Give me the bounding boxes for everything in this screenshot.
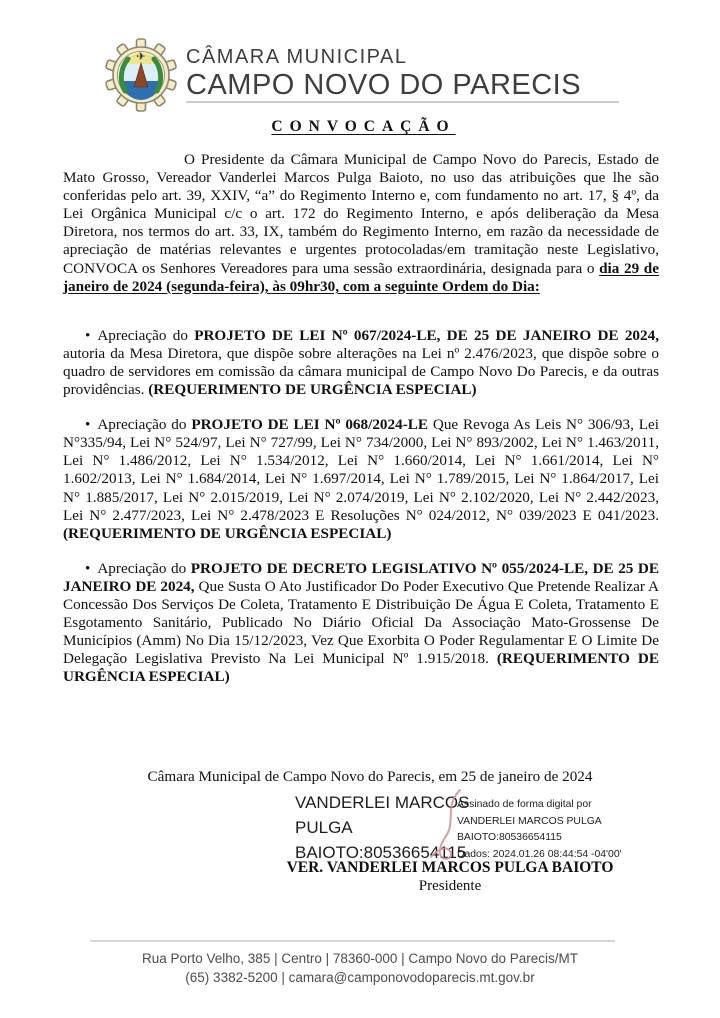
signer-block — [283, 858, 617, 896]
svg-text:✈: ✈ — [136, 50, 146, 63]
org-name-line2: CAMPO NOVO DO PARECIS — [186, 69, 582, 101]
document-title — [0, 118, 720, 136]
item-urgency: (REQUERIMENTO DE URGÊNCIA ESPECIAL) — [63, 650, 659, 686]
stamp-name-line: BAIOTO:80536654115 — [295, 843, 467, 862]
footer-address: Rua Porto Velho, 385 | Centro | 78360-000 | Campo Novo do Parecis/MT — [141, 951, 578, 966]
item-lead: Apreciação do — [97, 326, 195, 344]
org-name-line1: CÂMARA MUNICIPAL — [186, 46, 408, 68]
bullet-icon: • — [85, 416, 91, 434]
document-body — [63, 151, 659, 686]
order-item-2 — [63, 416, 659, 543]
order-item-1 — [63, 327, 659, 399]
item-urgency: (REQUERIMENTO DE URGÊNCIA ESPECIAL) — [63, 524, 392, 542]
bullet-icon: • — [85, 559, 91, 577]
stamp-name-line: VANDERLEI MARCOS — [295, 793, 470, 812]
municipal-seal-icon — [104, 38, 178, 112]
item-lead: Apreciação do — [97, 416, 192, 434]
header-divider — [186, 101, 619, 103]
item-title: PROJETO DE LEI Nº 068/2024-LE — [191, 416, 429, 434]
item-title: PROJETO DE LEI Nº 067/2024-LE, DE 25 DE JANEIRO DE 2024, — [194, 326, 659, 344]
stamp-info-line: Assinado de forma digital por — [457, 799, 592, 810]
stamp-name-line: PULGA — [295, 818, 353, 837]
bullet-icon: • — [85, 326, 91, 344]
intro-paragraph — [63, 151, 659, 296]
digital-signature-details — [457, 797, 637, 863]
item-title: PROJETO DE DECRETO LEGISLATIVO Nº 055/2024-LE, DE 25 DE JANEIRO DE 2024, — [63, 559, 660, 595]
place-date-line: Câmara Municipal de Campo Novo do Parecis, em 25 de janeiro de 2024 — [147, 768, 593, 785]
item-lead: Apreciação do — [97, 559, 191, 577]
document-title-text: CONVOCAÇÃO — [271, 118, 456, 135]
signer-name: VER. VANDERLEI MARCOS PULGA BAIOTO — [286, 859, 614, 876]
item-body: autoria da Mesa Diretora, que dispõe sobre alterações na Lei nº 2.476/2023, que dispõe sobre o quadro de servidores em comissão da câmara municipal de Campo Novo Do Parecis, e da outras providências. — [63, 344, 659, 399]
item-urgency: (REQUERIMENTO DE URGÊNCIA ESPECIAL) — [148, 381, 477, 399]
footer-divider — [90, 940, 615, 942]
stamp-info-line: Dados: 2024.01.26 08:44:54 -04'00' — [457, 848, 622, 860]
intro-text: O Presidente da Câmara Municipal de Campo Novo do Parecis, Estado de Mato Grosso, Vereador Vanderlei Marcos Pulga Baioto, no uso das atribuições que lhe são conferidas pelo art. 39, XXIV, “a” do Regimento Interno e, com fundamento no art. 17, § 4º, da Lei Orgânica Municipal c/c o art. 172 do Regimento Interno, e após deliberação da Mesa Diretora, nos termos do art. 33, IX, também do Regimento Interno, em razão da necessidade de apreciação de matérias relevantes e urgentes protocoladas/em tramitação neste Legislativo, CONVOCA os Senhores Vereadores para uma sessão extraordinária, designada para o — [63, 151, 659, 277]
org-name-block — [186, 45, 581, 101]
signer-role: Presidente — [418, 878, 482, 894]
stamp-info-line: VANDERLEI MARCOS PULGA — [457, 815, 602, 827]
intro-emphasis: dia 29 de janeiro de 2024 (segunda-feira), às 09hr30, com a seguinte Ordem do Dia: — [63, 259, 659, 295]
footer-contact: (65) 3382-5200 | camara@camponovodoparecis.mt.gov.br — [185, 970, 535, 985]
order-item-3 — [63, 560, 659, 687]
item-body: Que Revoga As Leis N° 306/93, Lei N°335/94, Lei N° 524/97, Lei N° 727/99, Lei N° 734/2000, Lei N° 893/2002, Lei N° 1.463/2011, Lei N° 1.486/2012, Lei N° 1.534/2012, Lei N° 1.660/2014, Lei N° 1.661/2014, Lei N° 1.602/2013, Lei N° 1.684/2014, Lei N° 1.697/2014, Lei N° 1.789/2015, Lei N° 1.864/2017, Lei N° 1.885/2017, Lei N° 2.015/2019, Lei N° 2.074/2019, Lei N° 2.102/2020, Lei N° 2.442/2023, Lei N° 2.477/2023, Lei N° 2.478/2023 E Resoluções N° 024/2012, N° 039/2023 E 041/2023. — [63, 416, 659, 524]
stamp-info-line: BAIOTO:80536654115 — [457, 832, 562, 843]
item-body: Que Susta O Ato Justificador Do Poder Executivo Que Pretende Realizar A Concessão Dos Serviços De Coleta, Tratamento E Distribuição De Água E Coleta, Tratamento E Esgotamento Sanitário, Publicado No Diário Oficial Da Associação Mato-Grossense De Municípios (Amm) No Dia 15/12/2023, Vez Que Exorbita O Poder Regulamentar E O Limite De Delegação Legislativa Previsto Na Lei Municipal Nº 1.915/2018. — [63, 577, 659, 668]
